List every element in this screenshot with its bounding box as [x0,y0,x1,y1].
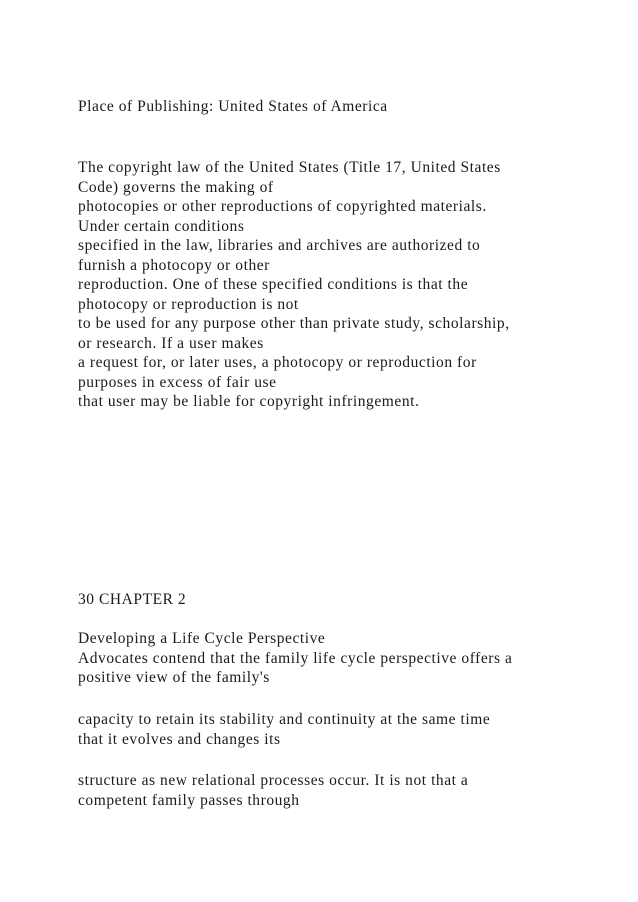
copyright-line: photocopies or other reproductions of copyrighted materials. [78,198,487,215]
paragraph-line: competent family passes through [78,791,300,809]
copyright-line: furnish a photocopy or other [78,256,270,274]
copyright-line: or research. If a user makes [78,334,264,352]
chapter-line: 30 CHAPTER 2 [78,591,187,608]
paragraph [78,771,468,810]
section-heading: Developing a Life Cycle Perspective [78,630,326,647]
copyright-notice [78,158,510,412]
copyright-line: that user may be liable for copyright infringement. [78,393,420,410]
paragraph-line: that it evolves and changes its [78,730,281,748]
copyright-line: Under certain conditions [78,217,245,235]
copyright-line: to be used for any purpose other than private study, scholarship, [78,315,510,332]
copyright-line: a request for, or later uses, a photocopy or reproduction for [78,354,477,371]
copyright-line: The copyright law of the United States (Title 17, United States [78,159,501,176]
publishing-info [78,97,388,117]
paragraph-line: positive view of the family's [78,669,270,686]
copyright-line: Code) governs the making of [78,178,274,196]
copyright-line: purposes in excess of fair use [78,373,277,391]
paragraph-line: Advocates contend that the family life cycle perspective offers a [78,649,513,667]
paragraph [78,710,490,749]
publishing-line: Place of Publishing: United States of America [78,98,388,115]
copyright-line: photocopy or reproduction is not [78,295,299,313]
copyright-line: reproduction. One of these specified conditions is that the [78,276,469,293]
paragraph-line: capacity to retain its stability and continuity at the same time [78,711,491,728]
section-block [78,629,512,688]
chapter-header [78,590,186,610]
paragraph-line: structure as new relational processes occur. It is not that a [78,772,469,789]
copyright-line: specified in the law, libraries and archives are authorized to [78,237,481,254]
